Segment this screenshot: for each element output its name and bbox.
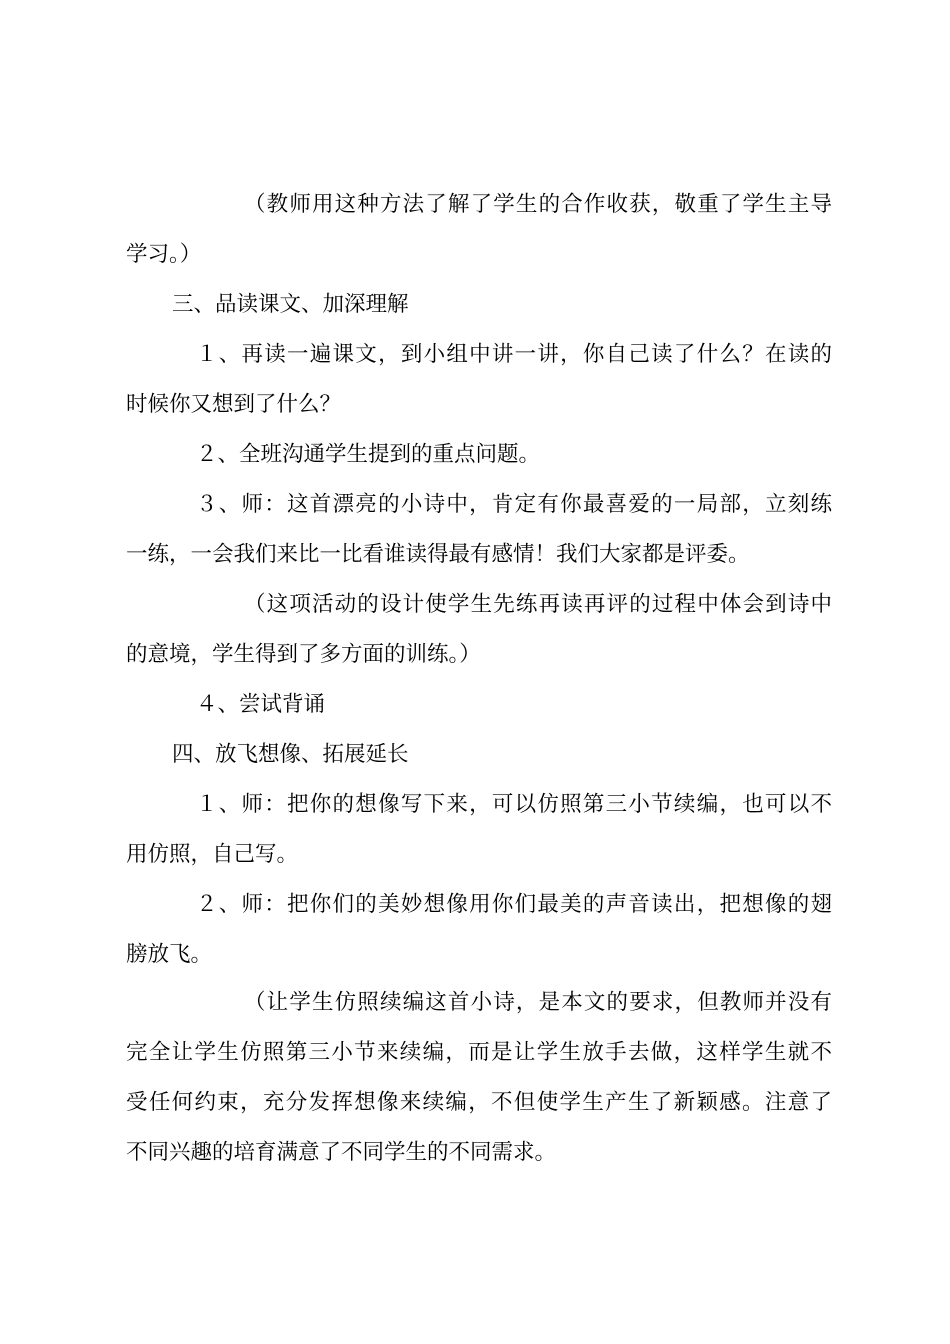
paragraph-line: 的意境，学生得到了多方面的训练。） xyxy=(126,642,481,667)
paragraph-line: 学习。） xyxy=(126,242,202,267)
paragraph-line: ２、师：把你们的美妙想像用你们最美的声音读出，把想像的翅 xyxy=(196,892,832,917)
paragraph-line: 膀放飞。 xyxy=(126,942,213,967)
section-heading: 三、品读课文、加深理解 xyxy=(172,292,409,317)
paragraph-line: （教师用这种方法了解了学生的合作收获，敬重了学生主导 xyxy=(244,192,832,217)
paragraph-line: ３、师：这首漂亮的小诗中，肯定有你最喜爱的一局部，立刻练 xyxy=(196,492,832,517)
paragraph-line: 一练，一会我们来比一比看谁读得最有感情！我们大家都是评委。 xyxy=(126,542,750,567)
paragraph-line: （让学生仿照续编这首小诗，是本文的要求，但教师并没有 xyxy=(244,990,832,1015)
paragraph-line: 时候你又想到了什么？ xyxy=(126,392,342,417)
paragraph-line: 受任何约束，充分发挥想像来续编，不但使学生产生了新颖感。注意了 xyxy=(126,1090,832,1115)
paragraph-line: 用仿照，自己写。 xyxy=(126,842,299,867)
paragraph-line: 不同兴趣的培育满意了不同学生的不同需求。 xyxy=(126,1140,557,1165)
paragraph-line: １、再读一遍课文，到小组中讲一讲，你自己读了什么？在读的 xyxy=(196,342,832,367)
paragraph-line: ４、尝试背诵 xyxy=(196,692,326,717)
paragraph-line: ２、全班沟通学生提到的重点问题。 xyxy=(196,442,541,467)
paragraph-line: １、师：把你的想像写下来，可以仿照第三小节续编，也可以不 xyxy=(196,792,832,817)
paragraph-line: 完全让学生仿照第三小节来续编，而是让学生放手去做，这样学生就不 xyxy=(126,1040,832,1065)
section-heading: 四、放飞想像、拓展延长 xyxy=(172,742,409,767)
paragraph-line: （这项活动的设计使学生先练再读再评的过程中体会到诗中 xyxy=(244,592,832,617)
